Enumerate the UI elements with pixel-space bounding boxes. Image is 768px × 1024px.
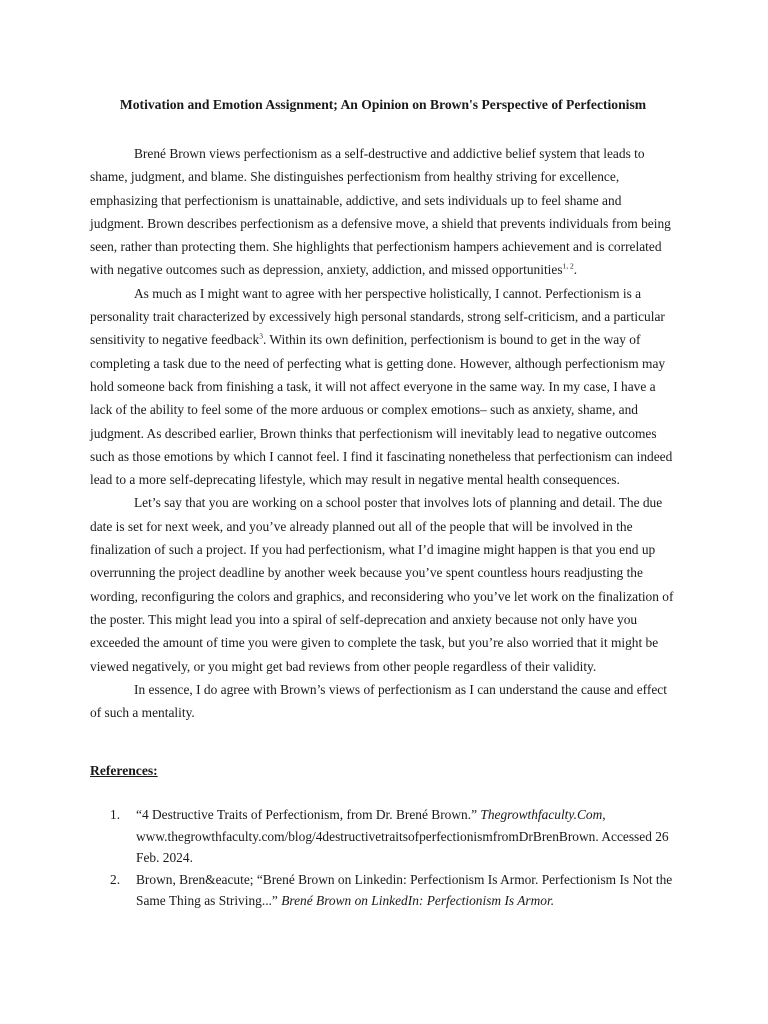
reference-2-lead: Brown, Bren&eacute; “Brené Brown on Linkedin: Perfectionism Is Armor. Perfectionism Is Not the Same Thing as Striving...” [136, 871, 673, 909]
paragraph-4: In essence, I do agree with Brown’s views of perfectionism as I can understand the cause and effect of such a mentality. [90, 681, 667, 721]
citation-superscript-3: 3 [259, 331, 263, 341]
reference-1-source: Thegrowthfaculty.Com [480, 807, 603, 823]
reference-1-lead: “4 Destructive Traits of Perfectionism, from Dr. Brené Brown.” [136, 807, 481, 823]
reference-1-tail: , www.thegrowthfaculty.com/blog/4destructivetraitsofperfectionismfromDrBrenBrown. Accessed 26 Feb. 2024. [136, 807, 669, 866]
reference-2-source: Brené Brown on LinkedIn: Perfectionism Is Armor. [281, 893, 555, 909]
paragraph-2 [90, 282, 676, 492]
references-heading: References: [90, 763, 158, 779]
references-list [90, 804, 676, 912]
paragraph-1 [90, 142, 676, 282]
reference-item [90, 804, 676, 869]
reference-number: 2. [110, 871, 121, 887]
paragraph-1-end: . [573, 262, 578, 278]
reference-text [136, 804, 676, 869]
reference-item [90, 869, 676, 912]
reference-number: 1. [110, 807, 121, 823]
reference-text [136, 869, 676, 912]
paragraph-1-text: Brené Brown views perfectionism as a self-destructive and addictive belief system that leads to shame, judgment, and blame. She distinguishes perfectionism from healthy striving for excellence, emphasizing that perfectionism is unattainable, addictive, and sets individuals up to feel shame and judgment. Brown describes perfectionism as a defensive move, a shield that prevents individuals from being seen, rather than protecting them. She highlights that perfectionism hampers achievement and is correlated with negative outcomes such as depression, anxiety, addiction, and missed opportunities [90, 146, 671, 278]
paragraph-3: Let’s say that you are working on a school poster that involves lots of planning and detail. The due date is set for next week, and you’ve already planned out all of the people that will be involved in the finalization of such a project. If you had perfectionism, what I’d imagine might happen is that you end up overrunning the project deadline by another week because you’ve spent countless hours readjusting the wording, reconfiguring the colors and graphics, and reconsidering who you’ve let work on the finalization of the poster. This might lead you into a spiral of self-deprecation and anxiety because not only have you exceeded the amount of time you were given to complete the task, but you’re also worried that it might be viewed negatively, or you might get bad reviews from other people regardless of their validity. [90, 495, 674, 674]
paragraph-2-rest: . Within its own definition, perfectionism is bound to get in the way of completing a task due to the need of perfecting what is getting done. However, although perfectionism may hold someone back from finishing a task, it will not affect everyone in the same way. In my case, I have a lack of the ability to feel some of the more arduous or complex emotions– such as anxiety, shame, and judgment. As described earlier, Brown thinks that perfectionism will inevitably lead to negative outcomes such as those emotions by which I cannot feel. I find it fascinating nonetheless that perfectionism can indeed lead to a more self-deprecating lifestyle, which may result in negative mental health consequences. [90, 332, 673, 488]
paragraph-2-text: As much as I might want to agree with her perspective holistically, I cannot. Perfectionism is a personality trait characterized by excessively high personal standards, strong self-criticism, and a particular sensitivity to negative feedback [90, 285, 665, 348]
document-title: Motivation and Emotion Assignment; An Opinion on Brown's Perspective of Perfectionism [119, 97, 647, 112]
citation-superscript-1-2: 1, 2 [562, 262, 574, 272]
